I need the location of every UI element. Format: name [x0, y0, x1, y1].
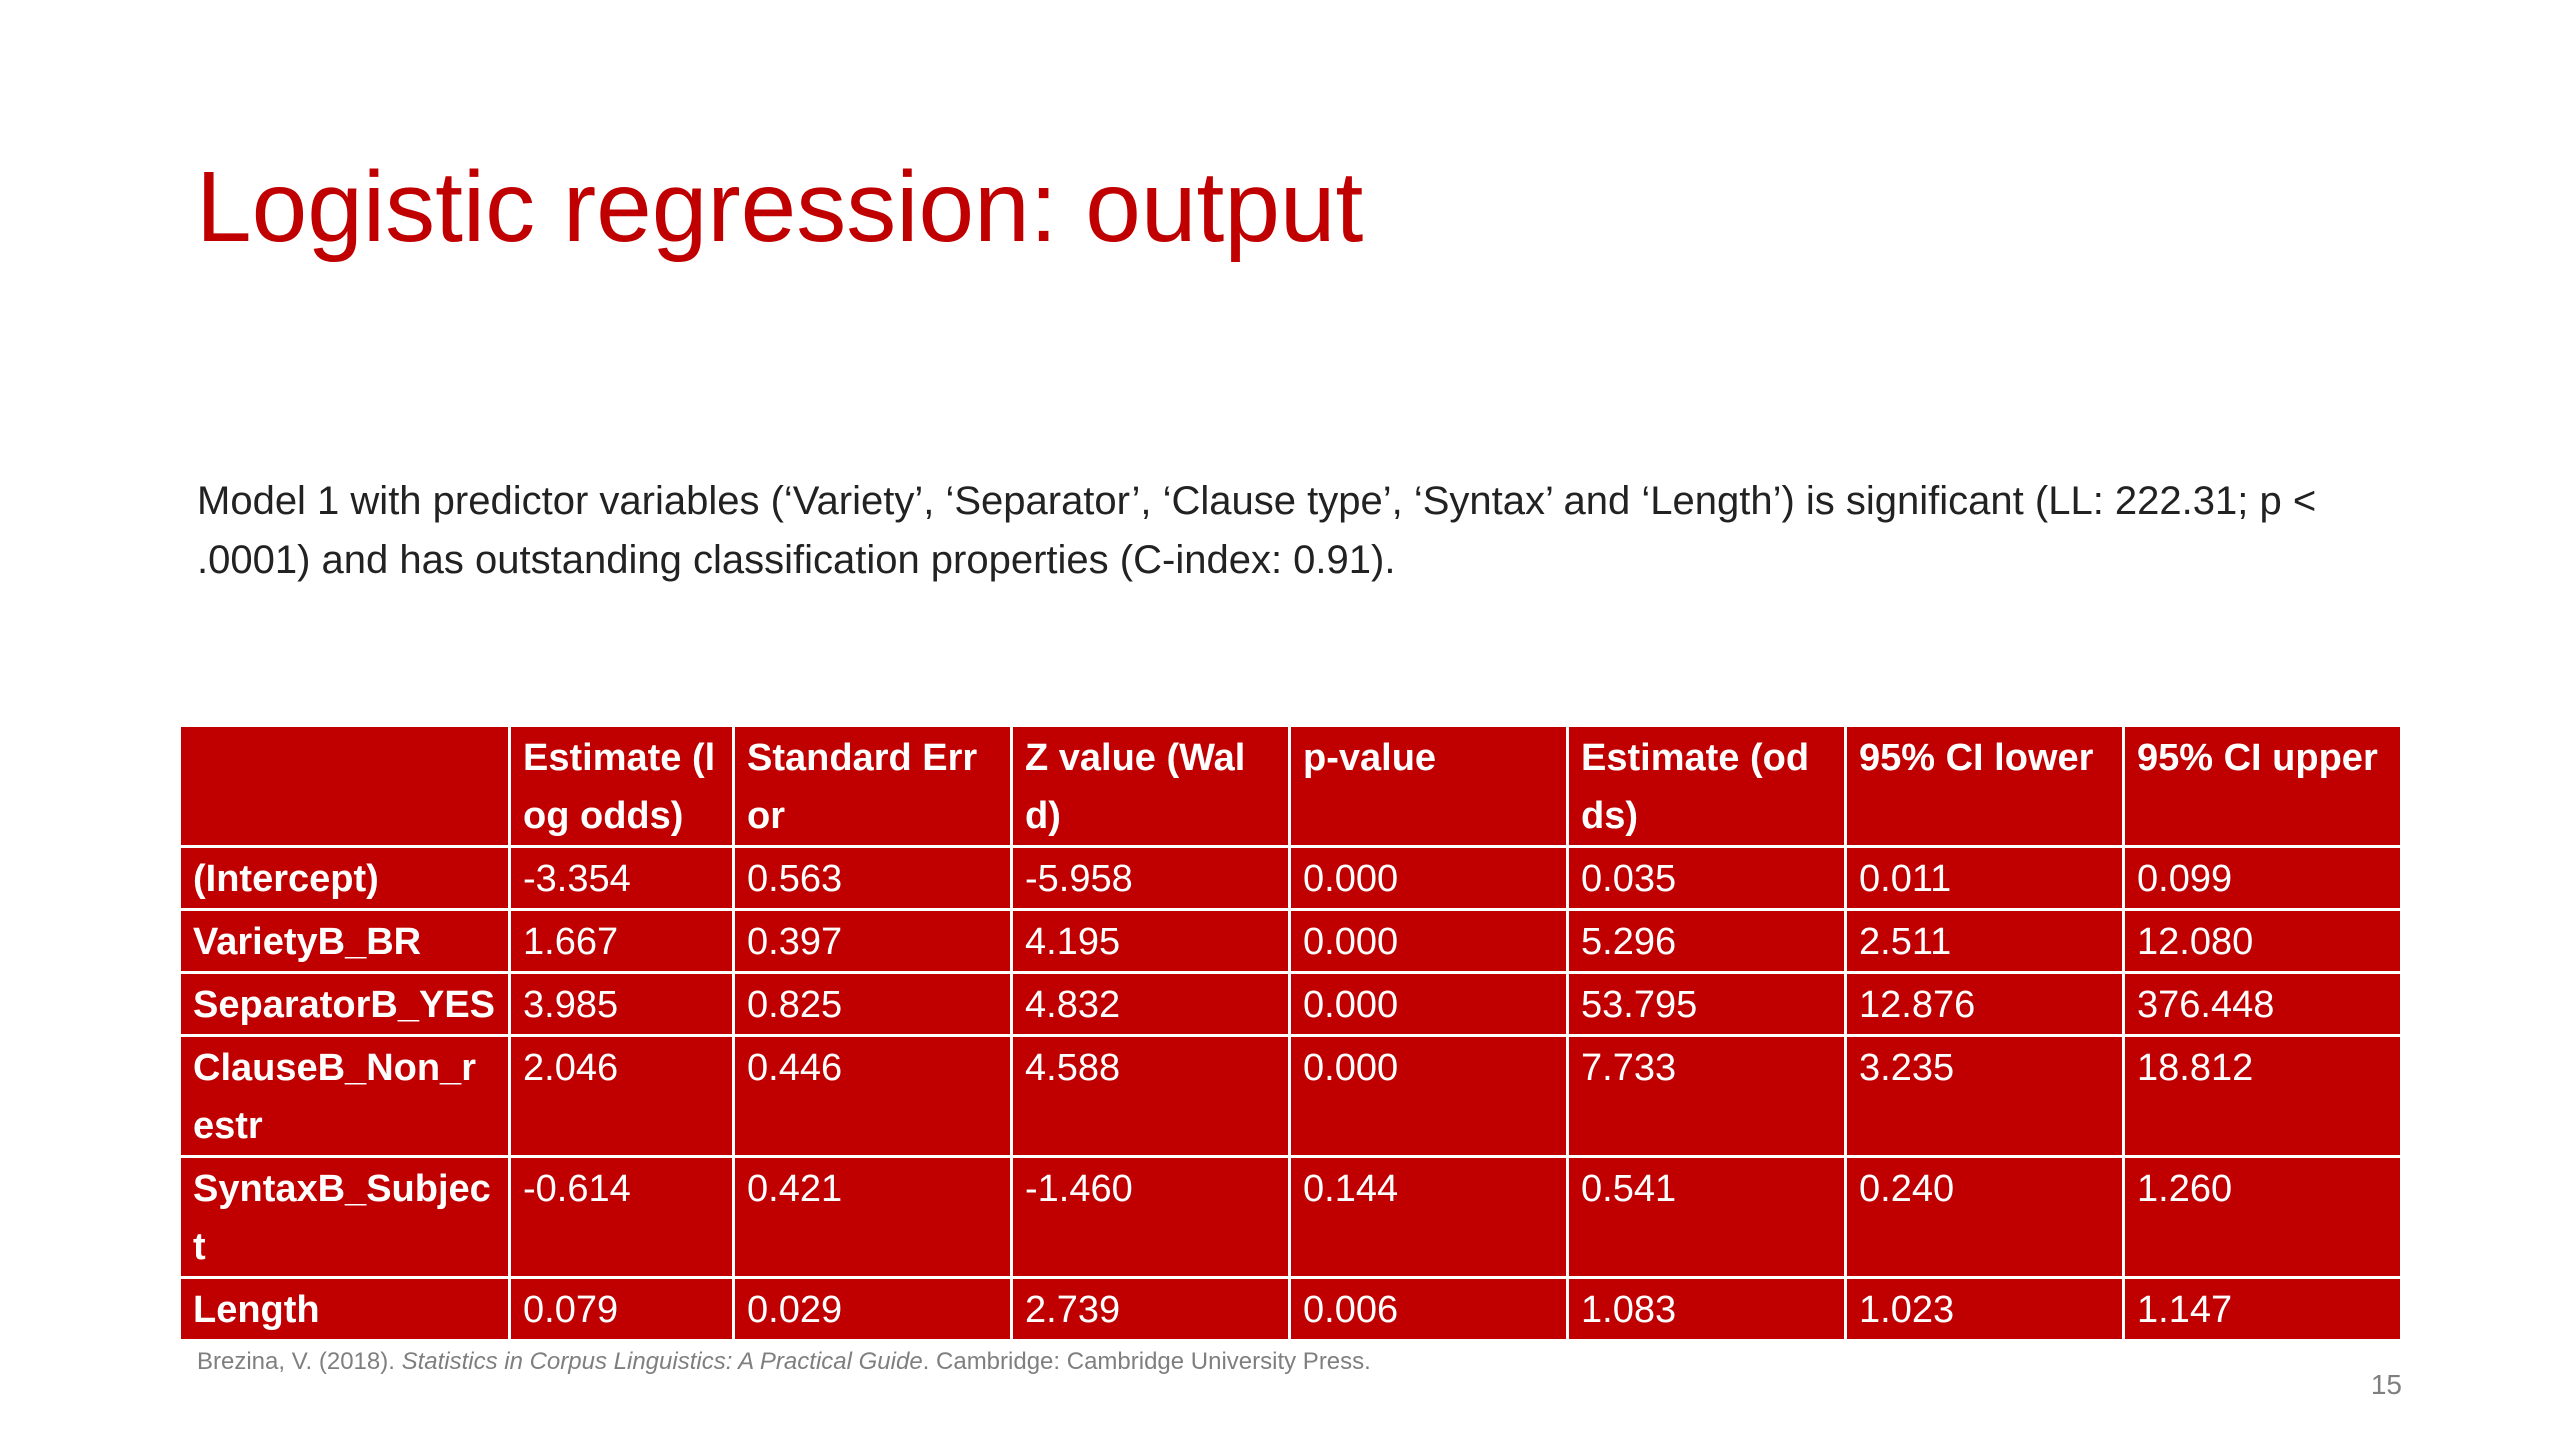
table-cell: 0.000 — [1290, 847, 1568, 910]
table-cell: 3.985 — [510, 973, 734, 1036]
table-cell: 0.035 — [1568, 847, 1846, 910]
table-cell: 0.011 — [1846, 847, 2124, 910]
citation-publisher: . Cambridge: Cambridge University Press. — [922, 1348, 1371, 1375]
table-cell: 0.000 — [1290, 910, 1568, 973]
table-row — [180, 847, 2402, 910]
table-row — [180, 1278, 2402, 1341]
table-cell: 4.195 — [1012, 910, 1290, 973]
table-cell: 3.235 — [1846, 1036, 2124, 1157]
table-cell: 0.079 — [510, 1278, 734, 1341]
table-cell: 1.667 — [510, 910, 734, 973]
predictor-cell: SyntaxB_Subject — [180, 1157, 510, 1278]
citation-book-title: Statistics in Corpus Linguistics: A Practical Guide — [401, 1348, 923, 1375]
table-cell: 0.240 — [1846, 1157, 2124, 1278]
table-cell: 1.147 — [2124, 1278, 2402, 1341]
table-cell: 0.029 — [734, 1278, 1012, 1341]
table-cell: 1.083 — [1568, 1278, 1846, 1341]
predictor-cell: Length — [180, 1278, 510, 1341]
citation-authors-year: Brezina, V. (2018). — [197, 1348, 402, 1375]
table-cell: 0.000 — [1290, 1036, 1568, 1157]
header-cell-standard-error: Standard Error — [734, 726, 1012, 847]
predictor-cell: ClauseB_Non_restr — [180, 1036, 510, 1157]
table-cell: -3.354 — [510, 847, 734, 910]
table-cell: 376.448 — [2124, 973, 2402, 1036]
header-cell-estimate-log-odds: Estimate (log odds) — [510, 726, 734, 847]
header-cell-z-value: Z value (Wald) — [1012, 726, 1290, 847]
table-header-row — [180, 726, 2402, 847]
table-cell: 0.825 — [734, 973, 1012, 1036]
regression-results-table — [178, 724, 2403, 1342]
table-cell: 2.046 — [510, 1036, 734, 1157]
table-cell: 7.733 — [1568, 1036, 1846, 1157]
table-row — [180, 1157, 2402, 1278]
table-cell: 1.260 — [2124, 1157, 2402, 1278]
table-cell: 0.006 — [1290, 1278, 1568, 1341]
table-cell: 0.000 — [1290, 973, 1568, 1036]
table-cell: 2.511 — [1846, 910, 2124, 973]
slide-title: Logistic regression: output — [196, 151, 1364, 263]
header-cell-ci-upper: 95% CI upper — [2124, 726, 2402, 847]
table-cell: 0.563 — [734, 847, 1012, 910]
table-cell: -1.460 — [1012, 1157, 1290, 1278]
model-summary-text: Model 1 with predictor variables (‘Variety’, ‘Separator’, ‘Clause type’, ‘Syntax’ and ‘Length’) is significant (LL: 222.31; p < .0001) and has outstanding classification properties (C-index: 0.91). — [197, 479, 2317, 582]
table-cell: 0.421 — [734, 1157, 1012, 1278]
table-cell: 5.296 — [1568, 910, 1846, 973]
table-cell: 18.812 — [2124, 1036, 2402, 1157]
table-cell: 0.541 — [1568, 1157, 1846, 1278]
table-cell: 4.832 — [1012, 973, 1290, 1036]
table-cell: 12.876 — [1846, 973, 2124, 1036]
header-cell-predictor — [180, 726, 510, 847]
table-cell: 2.739 — [1012, 1278, 1290, 1341]
predictor-cell: (Intercept) — [180, 847, 510, 910]
slide-number: 15 — [2370, 1369, 2402, 1400]
table-cell: 4.588 — [1012, 1036, 1290, 1157]
table-cell: 0.397 — [734, 910, 1012, 973]
table-row — [180, 910, 2402, 973]
table-cell: 0.144 — [1290, 1157, 1568, 1278]
table-cell: 0.446 — [734, 1036, 1012, 1157]
table-row — [180, 973, 2402, 1036]
table-cell: 0.099 — [2124, 847, 2402, 910]
source-citation — [197, 1346, 1371, 1378]
table-row — [180, 1036, 2402, 1157]
predictor-cell: SeparatorB_YES — [180, 973, 510, 1036]
header-cell-ci-lower: 95% CI lower — [1846, 726, 2124, 847]
predictor-cell: VarietyB_BR — [180, 910, 510, 973]
table-cell: 1.023 — [1846, 1278, 2124, 1341]
table-cell: -5.958 — [1012, 847, 1290, 910]
table-cell: 53.795 — [1568, 973, 1846, 1036]
table-cell: 12.080 — [2124, 910, 2402, 973]
table-cell: -0.614 — [510, 1157, 734, 1278]
header-cell-p-value: p-value — [1290, 726, 1568, 847]
header-cell-estimate-odds: Estimate (odds) — [1568, 726, 1846, 847]
